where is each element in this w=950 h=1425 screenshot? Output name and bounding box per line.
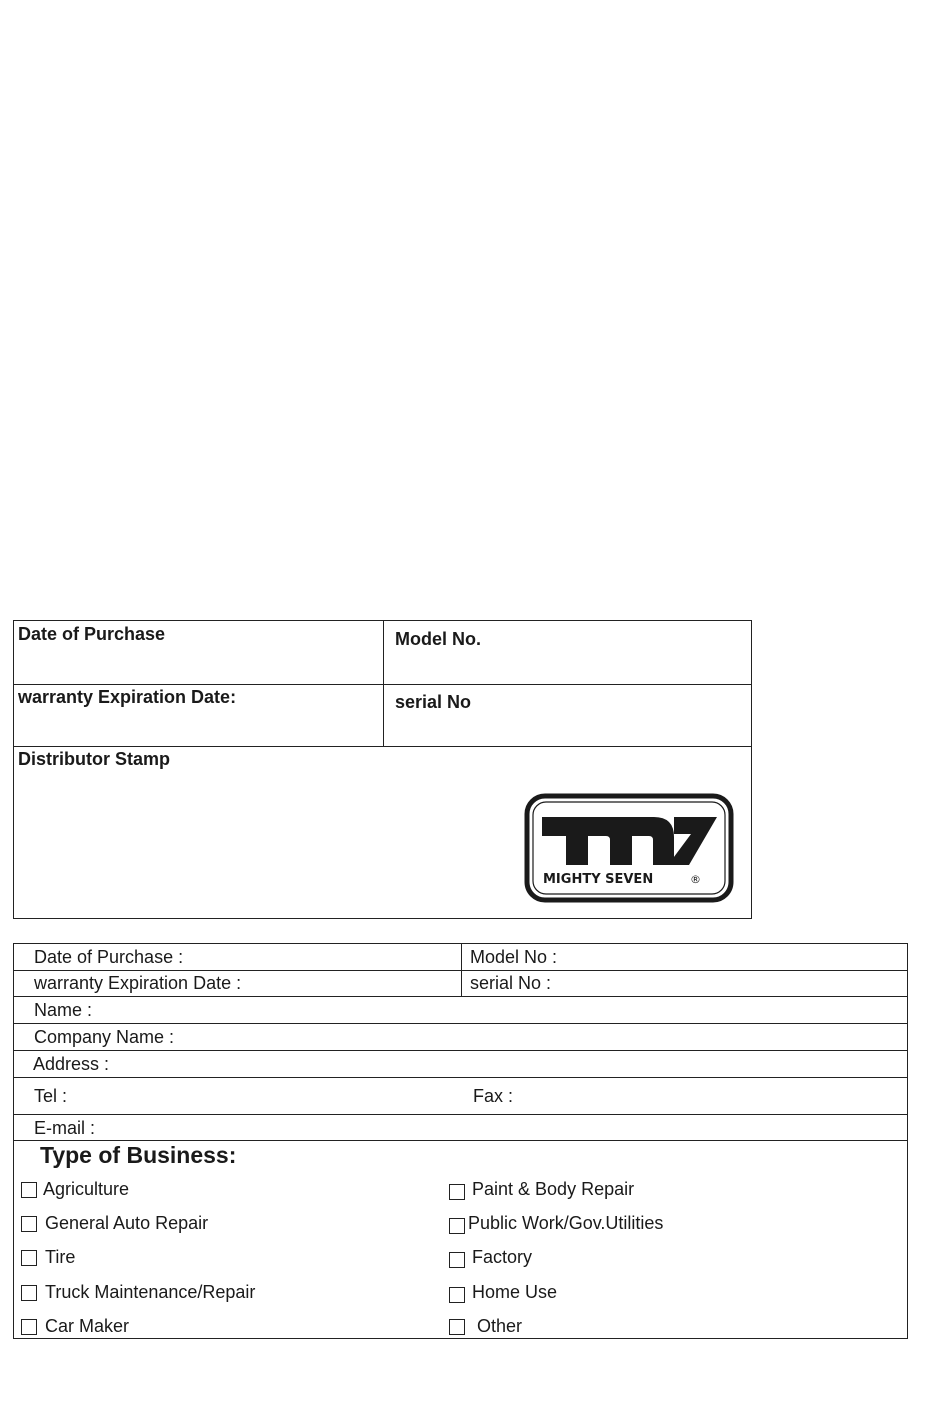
checkbox[interactable] — [21, 1319, 37, 1335]
warranty-card — [13, 620, 752, 919]
date-of-purchase-cell[interactable] — [14, 621, 384, 684]
option-car-maker[interactable] — [21, 1316, 129, 1337]
warranty-expiration-field[interactable]: warranty Expiration Date : — [34, 973, 242, 993]
logo-7-glyph — [668, 817, 717, 865]
type-of-business-title: Type of Business: — [40, 1142, 237, 1168]
option-label: Agriculture — [43, 1179, 130, 1199]
registration-form — [13, 943, 908, 1339]
fax-field[interactable]: Fax : — [473, 1086, 514, 1106]
email-field[interactable]: E-mail : — [34, 1118, 96, 1138]
card-row-purchase — [14, 621, 751, 685]
serial-no-label: serial No — [395, 692, 472, 712]
company-name-field[interactable]: Company Name : — [34, 1027, 175, 1047]
card-row-warranty — [14, 684, 751, 747]
option-label: Other — [477, 1316, 523, 1336]
option-label: General Auto Repair — [45, 1213, 209, 1233]
checkbox[interactable] — [21, 1285, 37, 1301]
checkbox[interactable] — [449, 1287, 465, 1303]
warranty-expiration-cell[interactable] — [14, 684, 384, 746]
option-home-use[interactable] — [449, 1282, 557, 1303]
address-field[interactable]: Address : — [33, 1054, 110, 1074]
logo-brand-text: MIGHTY SEVEN — [543, 872, 654, 887]
form-row-purchase — [14, 944, 907, 971]
checkbox[interactable] — [21, 1250, 37, 1266]
checkbox[interactable] — [21, 1182, 37, 1198]
option-factory[interactable] — [449, 1247, 532, 1268]
tel-field[interactable]: Tel : — [34, 1086, 68, 1106]
option-general-auto-repair[interactable] — [21, 1213, 208, 1234]
serial-no-field[interactable]: serial No : — [470, 973, 552, 993]
form-row-name — [14, 997, 907, 1024]
date-of-purchase-label: Date of Purchase — [18, 624, 166, 644]
option-public-work-gov-utilities[interactable] — [449, 1213, 663, 1234]
registered-mark: ® — [690, 873, 701, 886]
mighty-seven-logo — [524, 793, 734, 903]
option-tire[interactable] — [21, 1247, 75, 1268]
option-label: Truck Maintenance/Repair — [45, 1282, 256, 1302]
option-truck-maintenance-repair[interactable] — [21, 1282, 255, 1303]
date-of-purchase-field[interactable]: Date of Purchase : — [34, 947, 184, 967]
column-divider — [461, 944, 462, 970]
model-no-cell[interactable] — [384, 621, 751, 684]
name-field[interactable]: Name : — [34, 1000, 93, 1020]
checkbox[interactable] — [449, 1184, 465, 1200]
option-label: Paint & Body Repair — [472, 1179, 635, 1199]
option-label: Factory — [472, 1247, 533, 1267]
option-label: Tire — [45, 1247, 76, 1267]
logo-m-glyph — [542, 817, 674, 865]
option-label: Home Use — [472, 1282, 558, 1302]
model-no-field[interactable]: Model No : — [470, 947, 558, 967]
checkbox[interactable] — [449, 1319, 465, 1335]
option-label: Public Work/Gov.Utilities — [468, 1213, 664, 1233]
model-no-label: Model No. — [395, 629, 481, 649]
distributor-stamp-label: Distributor Stamp — [18, 749, 171, 769]
serial-no-cell[interactable] — [384, 684, 751, 746]
option-agriculture[interactable] — [21, 1179, 129, 1200]
checkbox[interactable] — [21, 1216, 37, 1232]
form-row-company — [14, 1024, 907, 1051]
form-row-warranty — [14, 971, 907, 997]
checkbox[interactable] — [449, 1218, 465, 1234]
column-divider — [461, 971, 462, 996]
checkbox[interactable] — [449, 1252, 465, 1268]
warranty-expiration-label: warranty Expiration Date: — [18, 687, 237, 707]
form-row-address — [14, 1051, 907, 1078]
option-other[interactable] — [449, 1316, 522, 1337]
form-row-email — [14, 1115, 907, 1141]
option-label: Car Maker — [45, 1316, 130, 1336]
form-row-tel-fax — [14, 1078, 907, 1115]
option-paint-body-repair[interactable] — [449, 1179, 634, 1200]
